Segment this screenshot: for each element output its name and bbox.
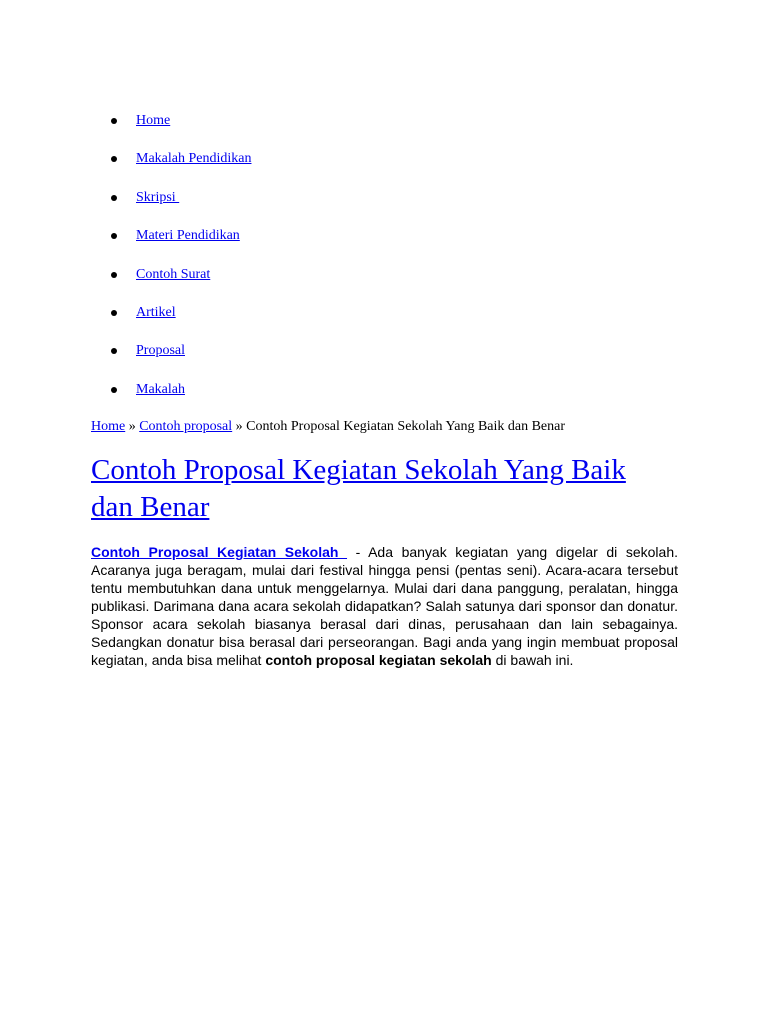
nav-item-materi-pendidikan — [0, 225, 251, 263]
nav-item-makalah — [0, 379, 251, 417]
bullet-icon — [111, 310, 117, 316]
bullet-icon — [111, 233, 117, 239]
bullet-icon — [111, 156, 117, 162]
main-nav — [0, 110, 251, 417]
nav-item-home — [0, 110, 251, 148]
article-tail-text: di bawah ini. — [491, 652, 574, 668]
article-bold-text: contoh proposal kegiatan sekolah — [265, 652, 492, 668]
bullet-icon — [111, 195, 117, 201]
bullet-icon — [111, 118, 117, 124]
article-body — [91, 543, 678, 669]
article-body-text: - Ada banyak kegiatan yang digelar di sekolah. Acaranya juga beragam, mulai dari festival hingga pensi (pentas seni). Acara-acara tersebut tentu membutuhkan dana untuk menggelarnya. Mulai dari dana panggung, peralatan, hingga publikasi. Darimana dana acara sekolah didapatkan? Salah satunya dari sponsor dan donatur. Sponsor acara sekolah biasanya berasal dari dinas, perusahaan dan lain sebagainya. Sedangkan donatur bisa berasal dari perseorangan. Bagi anda yang ingin membuat proposal kegiatan, anda bisa melihat — [91, 544, 678, 668]
breadcrumb-home-link[interactable]: Home — [91, 419, 126, 434]
nav-link-artikel[interactable]: Artikel — [136, 304, 176, 320]
nav-item-contoh-surat — [0, 264, 251, 302]
article-lead-link[interactable]: Contoh Proposal Kegiatan Sekolah — [91, 544, 348, 560]
nav-link-makalah-pendidikan[interactable]: Makalah Pendidikan — [136, 151, 252, 167]
nav-item-proposal — [0, 340, 251, 378]
breadcrumb-category-link[interactable]: Contoh proposal — [139, 419, 233, 434]
nav-item-makalah-pendidikan — [0, 148, 251, 186]
nav-link-home[interactable]: Home — [136, 113, 171, 128]
breadcrumb — [91, 417, 565, 437]
nav-link-contoh-surat[interactable]: Contoh Surat — [136, 266, 211, 282]
nav-link-skripsi[interactable]: Skripsi — [136, 189, 180, 205]
breadcrumb-current: Contoh Proposal Kegiatan Sekolah Yang Baik dan Benar — [246, 419, 566, 434]
breadcrumb-separator: » — [232, 419, 247, 434]
bullet-icon — [111, 348, 117, 354]
nav-item-skripsi — [0, 187, 251, 225]
nav-link-proposal[interactable]: Proposal — [136, 343, 185, 359]
bullet-icon — [111, 272, 117, 278]
page-title — [91, 452, 651, 526]
nav-link-materi-pendidikan[interactable]: Materi Pendidikan — [136, 228, 240, 244]
breadcrumb-separator: » — [125, 419, 140, 434]
nav-item-artikel — [0, 302, 251, 340]
bullet-icon — [111, 387, 117, 393]
nav-link-makalah[interactable]: Makalah — [136, 381, 185, 397]
page-title-link[interactable]: Contoh Proposal Kegiatan Sekolah Yang Baik dan Benar — [91, 454, 626, 523]
